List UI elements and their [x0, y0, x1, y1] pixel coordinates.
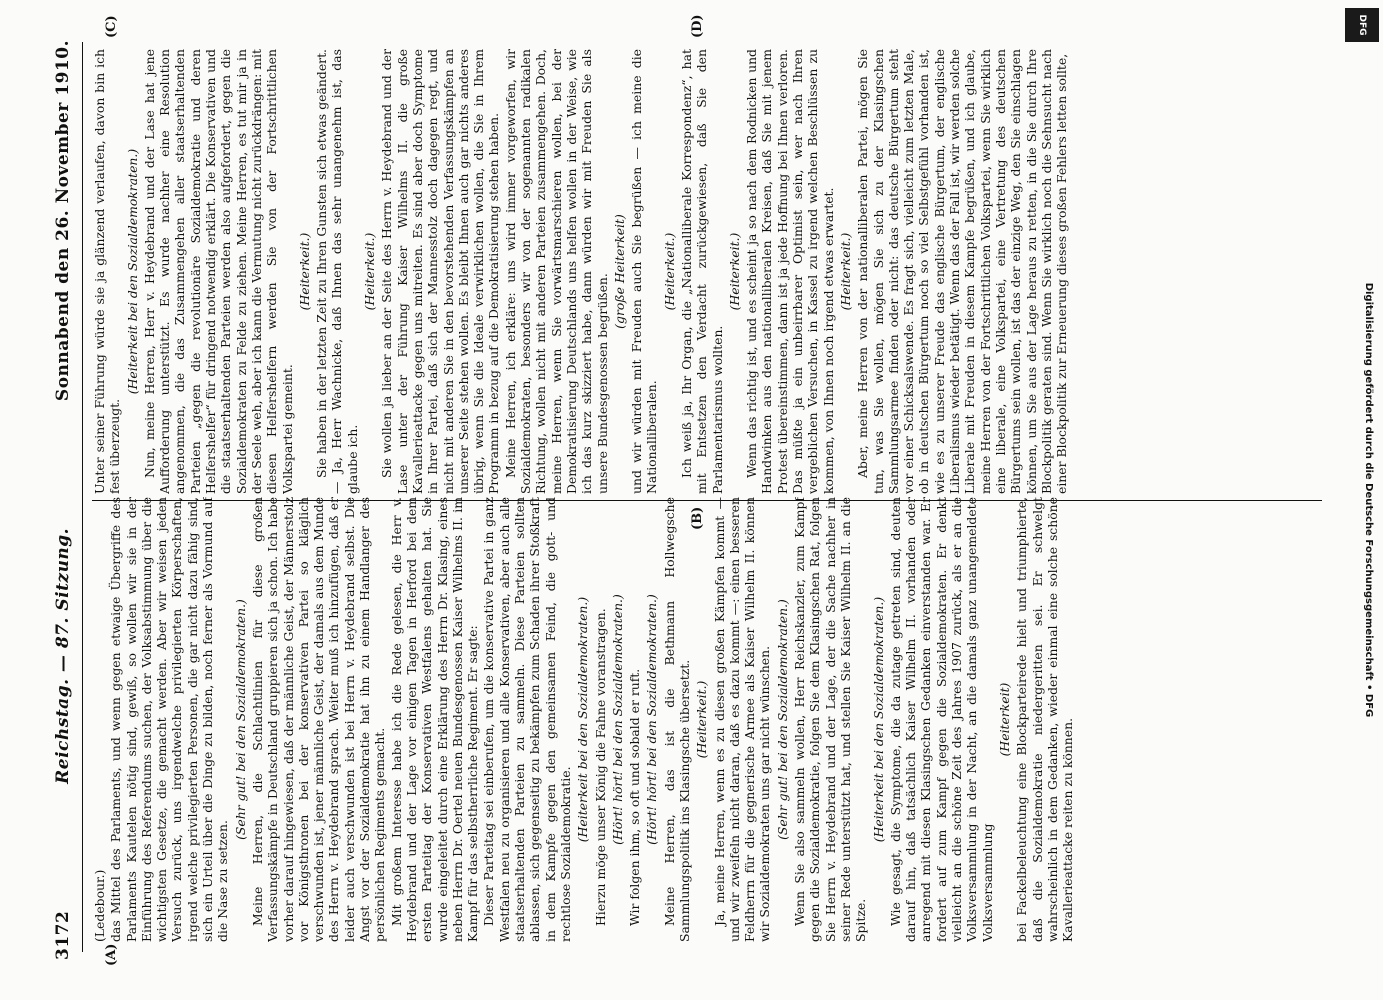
margin-marker-d: (D): [690, 14, 705, 38]
paragraph: Dieser Parteitag sei einberufen, um die konservative Partei in ganz Westfalen neu zu organisieren und alle Konservativen, aber auch alle staatserhaltenden Parteien zu sammeln. Diese Parteien sollten ablassen, sich gegenseitig zu bekämpfen zum Schaden ihrer Stoßkraft in dem Kampfe gegen den gemeinsamen Feind, die gott- und rechtlose Sozialdemokratie.: [481, 497, 573, 942]
interjection: (Heiterkeit.): [726, 232, 742, 311]
paragraph: Sie wollen ja lieber an der Seite des Herrn v. Heydebrand und der Lase unter der Führung Kaiser Wilhelms II. die große Kavallerieattacke gegen uns mitreiten. Es sind aber doch Symptome in Ihrer Partei, daß sich der Mannesstolz doch dagegen regt, und nicht mit anderen Sie in den bevorstehenden Verfassungskämpfen an unserer Seite stehen wollen. Es bleibt Ihnen auch gar nichts anderes übrig, wenn Sie die Ideale verwirklichen wollen, die Sie in Ihrem Programm in bezug auf die Demokratisierung stehen haben.: [379, 49, 502, 494]
interjection: (Heiterkeit.): [694, 680, 710, 759]
paragraph: Ich weiß ja, Ihr Organ, die „Nationalliberale Korrespondenz“, hat mit Entsetzen den Verdacht zurückgewiesen, daß Sie den Parlamentarismus wollten.: [678, 49, 725, 494]
paragraph: Wenn Sie also sammeln wollen, Herr Reichskanzler, zum Kampf gegen die Sozialdemokratie, folgen Sie dem Klasingschen Rat, folgen Sie Herrn v. Heydebrand und der Lage, der die Sache nachher in seiner Rede unterstützt hat, und stellen Sie Kaiser Wilhelm II. an die Spitze.: [792, 497, 869, 942]
paragraph: und wir würden mit Freuden auch Sie begrüßen — ich meine die Nationalliberalen.: [629, 49, 660, 494]
paragraph: Wie gesagt, die Symptome, die da zutage getreten sind, deuten darauf hin, daß tatsächlich Kaiser Wilhelm II. vorhanden oder anregend mit diesen Klasingschen Gedanken einverstanden war. Er fordert auf zum Kampf gegen die Sozialdemokraten. Er denkt vielleicht an die schöne Zeit des Jahres 1907 zurück, als er an die Volksversammlung in der Nacht, an die damals ganz unangemeldete Volksversammlung: [887, 497, 995, 942]
paragraph: (Ledebour.): [92, 869, 107, 942]
interjection: (Heiterkeit.): [837, 232, 853, 311]
paragraph: Wir folgen ihm, so oft und sobald er ruft.: [627, 668, 643, 926]
paragraph: Hierzu möge unser König die Fahne voranstragen.: [592, 608, 608, 926]
header-rule: [82, 42, 83, 952]
interjection: (große Heiterkeit): [611, 214, 627, 329]
paragraph: Unter seiner Führung würde sie ja glänzend verlaufen, davon bin ich fest überzeugt.: [92, 49, 123, 494]
paragraph: Nun, meine Herren, Herr v. Heydebrand und der Lase hat jene Aufforderung unterstützt. Es wurde nachher eine Resolution angenommen, die das Zusammengehen aller staatserhaltenden Parteien „gegen die revolutionäre Sozialdemokratie und deren Helfershelfer“ für dringend notwendig erklärt. Die Konservativen und die staatserhaltenden Parteien werden also aufgefordert, gegen die Sozialdemokraten zu Felde zu ziehen. Meine Herren, es tut mir ja in der Seele weh, aber ich kann die Vermutung nicht zurückdrängen: mit diesen Helfershelfern werden Sie von der Fortschrittlichen Volkspartei gemeint.: [141, 49, 295, 494]
column-divider: [92, 500, 1322, 501]
margin-marker-c: (C): [104, 15, 119, 38]
paragraph: Sie haben in der letzten Zeit zu Ihren Gunsten sich etwas geändert. — Ja, Herr Wachnicke, daß Ihnen das sehr unangenehm ist, das glaube ich.: [314, 49, 360, 494]
page-number: 3172: [53, 910, 73, 960]
interjection: (Hört! hört! bei den Sozialdemokraten.): [609, 594, 625, 845]
interjection: (Sehr gut! bei den Sozialdemokraten.): [774, 599, 790, 840]
paragraph: Meine Herren, das ist die Bethmann Hollwegsche Sammlungspolitik ins Klasingsche übersetzt.: [661, 497, 692, 942]
margin-marker-a: (A): [104, 943, 119, 966]
page-header: [48, 40, 78, 960]
interjection: (Heiterkeit bei den Sozialdemokraten.): [575, 596, 591, 843]
session-date: Sonnabend den 26. November 1910.: [53, 40, 73, 402]
left-column: [92, 497, 1322, 942]
paragraph: Mit großem Interesse habe ich die Rede gelesen, die Herr v. Heydebrand und der Lage vor einigen Tagen in Herford bei dem ersten Parteitag der Konservativen Westfalens gehalten hat. Sie wurde eingeleitet durch eine Erklärung des Herrn Dr. Klasing, eines neben Herrn Dr. Oertel neuen Bundesgenossen Kaiser Wilhelms II. im Kampf für das selbstherrliche Regiment. Er sagte:: [388, 497, 481, 942]
interjection: (Heiterkeit.): [362, 232, 378, 311]
paragraph: bei Fackelbeleuchtung eine Blockparteirede hielt und triumphierte, daß die Sozialdemokratie niedergeritten sei. Er schwelgt wahrscheinlich in dem Gedanken, wieder einmal eine solche schöne Kavallerieattacke reiten zu können.: [1014, 497, 1076, 942]
interjection: (Sehr gut! bei den Sozialdemokraten.): [232, 599, 248, 840]
paragraph: Ja, meine Herren, wenn es zu diesen großen Kämpfen kommt — und wir zweifeln nicht daran, daß es dazu kommt —: einen besseren Feldherrn für die gegnerische Armee als Kaiser Wilhelm II. können wir Sozialdemokraten uns gar nicht wünschen.: [711, 497, 773, 942]
right-column: [92, 49, 1322, 494]
paragraph: Aber, meine Herren von der nationalliberalen Partei, mögen Sie tun, was Sie wollen, mögen Sie sich zu der Klasingschen Sammlungsarmee finden oder nicht: das deutsche Bürgertum steht vor einer Schicksalswende. Es fragt sich, vielleicht zum letzten Male, ob in deutschen Bürgertum noch so viel Selbstgefühl vorhanden ist, wie es zu unserer Freude das englische Bürgertum, der englische Liberalismus wieder betätigt. Wenn das der Fall ist, wir werden solche Liberale mit Freuden in diesem Kampfe begrüßen, und ich glaube, meine Herren von der Fortschrittlichen Volkspartei, wenn Sie wirklich eine liberale, eine Volkspartei, eine Vertretung des deutschen Bürgertums sein wollen, ist das der einzige Weg, den Sie einschlagen können, um Sie aus der Lage heraus zu retten, in die Sie durch Ihre Blockpolitik geraten sind. Wenn Sie wirklich noch die Sehnsucht nach einer Blockpolitik zur Erneuerung dieses großen Fehlers letten sollte,: [855, 49, 1070, 494]
paragraph: Wenn das richtig ist, und es scheint ja so nach dem Rodnicken und Handwinken aus den nationalliberalen Kreisen, daß Sie mit jenem Protest übereinstimmen, dann ist ja jede Hoffnung bei Ihnen verloren. Das müßte ja ein unbeirrbarer Optimist sein, wer nach Ihren vergeblichen Versuchen, in Kassel zu irgend welchen Beschlüssen zu kommen, von Ihnen noch irgend etwas erwartet.: [744, 49, 836, 494]
dfg-logo: DFG: [1345, 8, 1379, 42]
digitization-note: Digitalisierung gefördert durch die Deutsche Forschungsgemeinschaft • DFG: [1363, 282, 1374, 718]
margin-marker-b: (B): [690, 506, 705, 530]
paragraph: Meine Herren, ich erkläre: uns wird immer vorgeworfen, wir Sozialdemokraten, besonders wir von der sogenannten radikalen Richtung, wollen nicht mit anderen Parteien zusammengehen. Doch, meine Herren, wenn Sie vorwärtsmarschieren wollen, bei der Demokratisierung Deutschlands uns helfen wollen in der Weise, wie ich das kurz skizziert habe, dann würden wir mit Freuden Sie als unsere Bundesgenossen begrüßen.: [502, 49, 610, 494]
paragraph: Meine Herren, die Schlachtlinien für diese großen Verfassungskämpfe in Deutschland gruppieren sich ja schon. Ich habe vorher darauf hingewiesen, daß der männliche Geist, der Männerstolz vor Königsthronen bei der konservativen Partei so kläglich verschwunden ist, jener männliche Geist, der damals aus dem Munde des Herrn v. Heydebrand sprach. Weiter muß ich hinzufügen, daß er leider auch verschwunden ist bei Herrn v. Heydebrand selbst. Die Angst vor der Sozialdemokratie hat ihn zu einem Handlanger des persönlichen Regiments gemacht.: [249, 497, 388, 942]
paragraph: das Mittel des Parlaments, und wenn gegen etwaige Übergriffe des Parlaments Kautelen nötig sind, gewiß, so wollen wir sie in der Einführung des Referendums suchen, der Volksabstimmung über die wichtigsten Gesetze, die gemacht werden. Aber wir weisen jeden Versuch zurück, uns irgendwelche privilegierten Körperschaften, irgend welche privilegierten Personen, die gar nicht dazu fähig sind, sich ein Urteil über die Dinge zu bilden, noch ferner als Vormund auf die Nase zu setzen.: [108, 497, 231, 942]
session-title: Reichstag. — 87. Sitzung.: [53, 527, 73, 784]
interjection: (Heiterkeit): [996, 682, 1012, 757]
interjection: (Hört! hört! bei den Sozialdemokraten.): [644, 594, 660, 845]
interjection: (Heiterkeit.): [296, 232, 312, 311]
interjection: (Heiterkeit.): [661, 232, 677, 311]
interjection: (Heiterkeit bei den Sozialdemokraten.): [870, 596, 886, 843]
interjection: (Heiterkeit bei den Sozialdemokraten.): [124, 148, 140, 395]
